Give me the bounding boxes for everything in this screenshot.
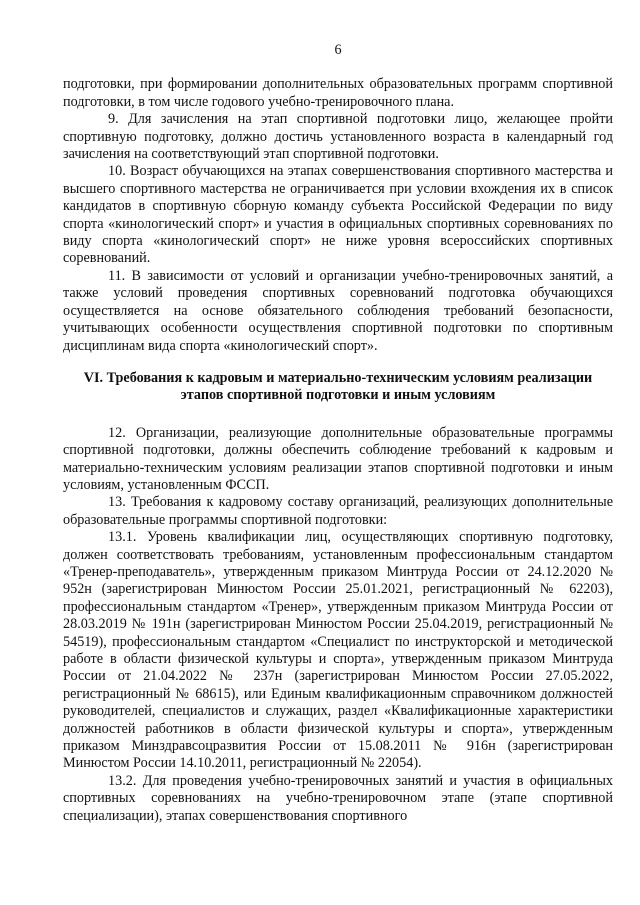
page-number: 6 <box>334 42 342 58</box>
paragraph-continuation: подготовки, при формировании дополнительных образовательных программ спортивной подготовки, в том числе годового учебно-тренировочного плана. <box>63 76 613 110</box>
paragraph-13-2: 13.2. Для проведения учебно-тренировочных занятий и участия в официальных спортивных соревнованиях на учебно-тренировочном этапе (этапе спортивной специализации), этапах совершенствования спортивного <box>63 772 613 824</box>
paragraph-13-1: 13.1. Уровень квалификации лиц, осуществляющих спортивную подготовку, должен соответствовать требованиям, установленным профессиональным стандартом «Тренер-преподаватель», утвержденным приказом Минтруда России от 24.12.2020 № 952н (зарегистрирован Минюстом России 25.01.2021, регистрационный № 62203), профессиональным стандартом «Тренер», утвержденным приказом Минтруда России от 28.03.2019 № 191н (зарегистрирован Минюстом России 25.04.2019, регистрационный № 54519), профессиональным стандартом «Специалист по инструкторской и методической работе в области физической культуры и спорта», утвержденным приказом Минтруда России от 21.04.2022 № 237н (зарегистрирован Минюстом России 27.05.2022, регистрационный № 68615), или Единым квалификационным справочником должностей руководителей, специалистов и служащих, раздел «Квалификационные характеристики должностей работников в области физической культуры и спорта», утвержденным приказом Минздравсоцразвития России от 15.08.2011 № 916н (зарегистрирован Минюстом России 14.10.2011, регистрационный № 22054). <box>63 529 613 772</box>
paragraph-9: 9. Для зачисления на этап спортивной подготовки лицо, желающее пройти спортивную подготовку, должно достичь установленного возраста в календарный год зачисления на соответствующий этап спортивной подготовки. <box>63 111 613 163</box>
paragraph-12: 12. Организации, реализующие дополнительные образовательные программы спортивной подготовки, должны обеспечить соблюдение требований к кадровым и материально-техническим условиям реализации этапов спортивной подготовки и иным условиям, установленным ФССП. <box>63 424 613 493</box>
section-heading: VI. Требования к кадровым и материально-техническим условиям реализации этапов спортивной подготовки и иным условиям <box>83 369 593 404</box>
paragraph-10: 10. Возраст обучающихся на этапах совершенствования спортивного мастерства и высшего спортивного мастерства не ограничивается при условии вхождения их в список кандидатов в спортивную сборную команду субъекта Российской Федерации по виду спорта «кинологический спорт» и участия в официальных спортивных соревнованиях по виду спорта «кинологический спорт» не ниже уровня всероссийских спортивных соревнований. <box>63 163 613 267</box>
paragraph-13: 13. Требования к кадровому составу организаций, реализующих дополнительные образовательные программы спортивной подготовки: <box>63 494 613 528</box>
paragraph-11: 11. В зависимости от условий и организации учебно-тренировочных занятий, а также условий проведения спортивных соревнований подготовка обучающихся осуществляется на основе обязательного соблюдения требований безопасности, учитывающих особенности осуществления спортивной подготовки по спортивным дисциплинам вида спорта «кинологический спорт». <box>63 267 613 354</box>
